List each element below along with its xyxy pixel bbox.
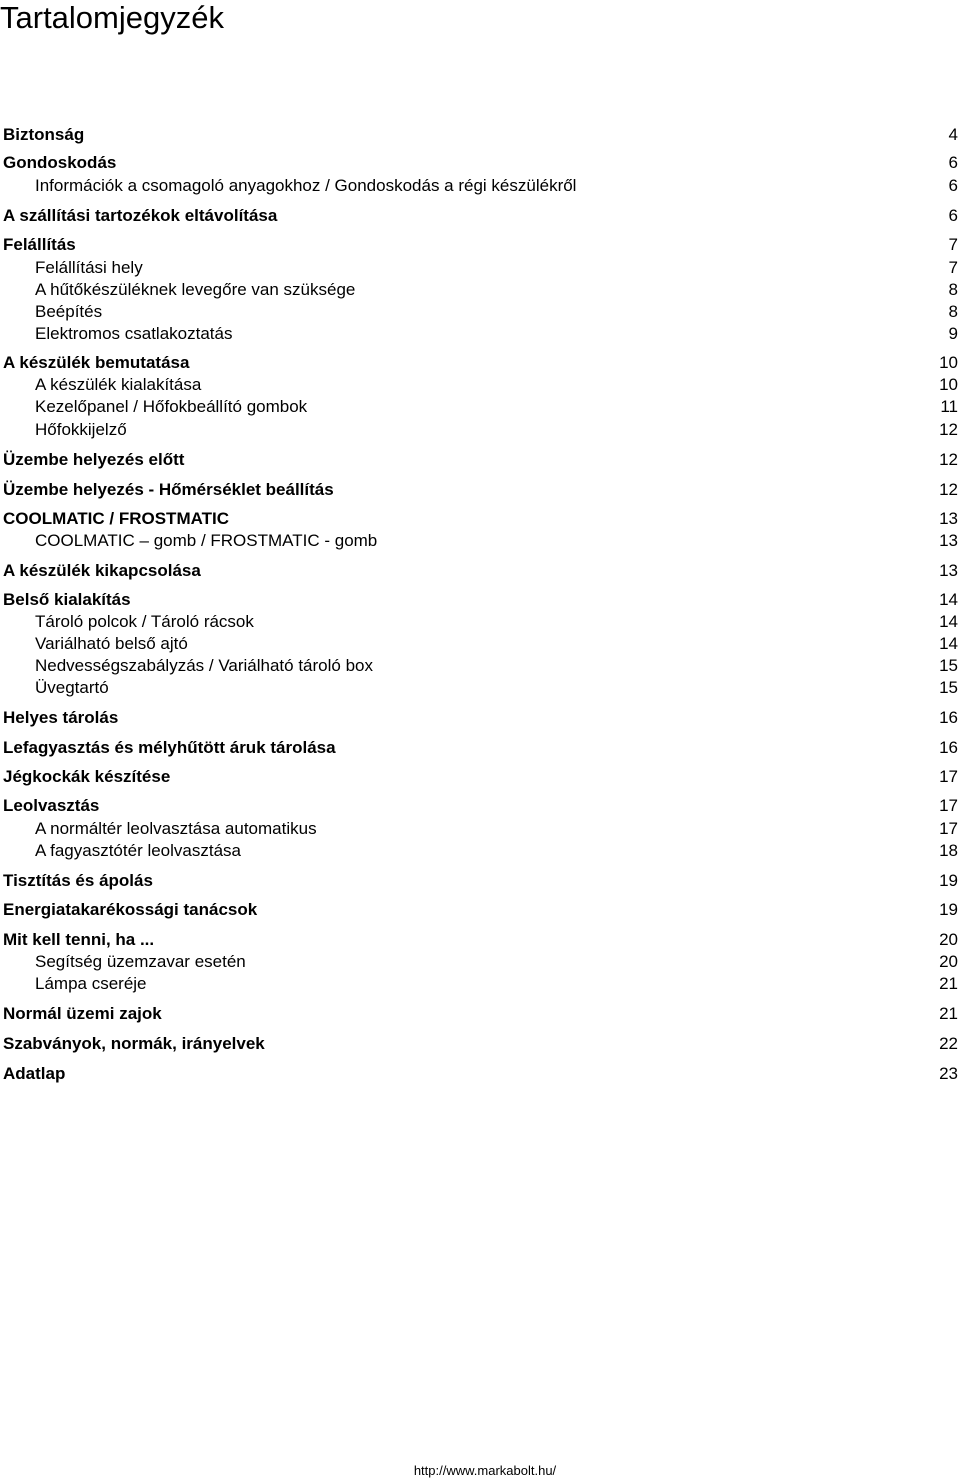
toc-subentry[interactable]	[0, 676, 960, 700]
toc-page-number: 14	[939, 612, 958, 631]
toc-page-number: 22	[939, 1034, 958, 1053]
toc-entry[interactable]	[0, 478, 960, 502]
toc-page-number: 19	[939, 900, 958, 919]
toc-page-number: 17	[939, 767, 958, 786]
toc-entry-title: A szállítási tartozékok eltávolítása	[3, 206, 278, 225]
toc-subentry[interactable]	[0, 950, 960, 974]
toc-entry-title: A fagyasztótér leolvasztása	[35, 841, 242, 860]
toc-subentry[interactable]	[0, 610, 960, 634]
toc-entry[interactable]	[0, 123, 960, 147]
toc-page-number: 14	[939, 590, 958, 609]
toc-page-number: 16	[939, 738, 958, 757]
toc-entry-title: Biztonság	[3, 125, 85, 144]
toc-entry[interactable]	[0, 1032, 960, 1056]
toc-page-number: 21	[939, 974, 958, 993]
toc-entry-title: Lefagyasztás és mélyhűtött áruk tárolása	[3, 738, 336, 757]
toc-page-number: 15	[939, 656, 958, 675]
toc-entry-title: Tároló polcok / Tároló rácsok	[35, 612, 254, 631]
toc-entry-title: COOLMATIC – gomb / FROSTMATIC - gomb	[35, 531, 378, 550]
toc-page-number: 17	[939, 796, 958, 815]
toc-page-number: 14	[939, 634, 958, 653]
toc-entry-title: Energiatakarékossági tanácsok	[3, 900, 258, 919]
toc-page-number: 6	[948, 206, 958, 225]
toc-subentry[interactable]	[0, 300, 960, 324]
toc-entry-title: A normáltér leolvasztása automatikus	[35, 819, 317, 838]
page-title: Tartalomjegyzék	[0, 0, 224, 35]
toc-page-number: 4	[948, 125, 958, 144]
toc-entry-title: Lámpa cseréje	[35, 974, 147, 993]
toc-entry[interactable]	[0, 448, 960, 472]
toc-entry-title: Kezelőpanel / Hőfokbeállító gombok	[35, 397, 308, 416]
toc-page-number: 13	[939, 531, 958, 550]
toc-subentry[interactable]	[0, 972, 960, 996]
toc-entry-title: Üvegtartó	[35, 678, 109, 697]
toc-subentry[interactable]	[0, 529, 960, 553]
toc-entry-title: A készülék bemutatása	[3, 353, 190, 372]
toc-entry-title: COOLMATIC / FROSTMATIC	[3, 509, 230, 528]
toc-entry[interactable]	[0, 204, 960, 228]
toc-entry-title: Beépítés	[35, 302, 103, 321]
toc-page-number: 17	[939, 819, 958, 838]
toc-subentry[interactable]	[0, 278, 960, 302]
toc-entry-title: Gondoskodás	[3, 153, 117, 172]
toc-page-number: 8	[948, 280, 958, 299]
toc-subentry[interactable]	[0, 322, 960, 346]
toc-entry[interactable]	[0, 351, 960, 375]
toc-page-number: 12	[939, 450, 958, 469]
toc-page-number: 9	[948, 324, 958, 343]
footer-url[interactable]: http://www.markabolt.hu/	[413, 1463, 557, 1478]
toc-page-number: 10	[939, 375, 958, 394]
toc-entry[interactable]	[0, 706, 960, 730]
toc-entry-title: Hőfokkijelző	[35, 420, 127, 439]
toc-subentry[interactable]	[0, 654, 960, 678]
toc-page-number: 15	[939, 678, 958, 697]
toc-entry-title: A készülék kialakítása	[35, 375, 202, 394]
toc-subentry[interactable]	[0, 418, 960, 442]
toc-entry[interactable]	[0, 1062, 960, 1086]
toc-page-number: 6	[948, 153, 958, 172]
toc-entry-title: Belső kialakítás	[3, 590, 131, 609]
toc-entry[interactable]	[0, 869, 960, 893]
toc-entry-title: Normál üzemi zajok	[3, 1004, 162, 1023]
toc-entry[interactable]	[0, 233, 960, 257]
toc-subentry[interactable]	[0, 839, 960, 863]
toc-entry[interactable]	[0, 765, 960, 789]
toc-page-number: 20	[939, 930, 958, 949]
toc-entry[interactable]	[0, 559, 960, 583]
toc-entry-title: A hűtőkészüléknek levegőre van szüksége	[35, 280, 356, 299]
toc-page-number: 12	[939, 420, 958, 439]
toc-page-number: 23	[939, 1064, 958, 1083]
toc-entry-title: Adatlap	[3, 1064, 66, 1083]
toc-entry-title: A készülék kikapcsolása	[3, 561, 201, 580]
toc-page-number: 13	[939, 509, 958, 528]
toc-entry-title: Tisztítás és ápolás	[3, 871, 153, 890]
toc-page-number: 11	[940, 397, 958, 416]
toc-entry-title: Leolvasztás	[3, 796, 100, 815]
toc-entry[interactable]	[0, 507, 960, 531]
toc-entry-title: Nedvességszabályzás / Variálható tároló box	[35, 656, 373, 675]
toc-entry-title: Felállítási hely	[35, 258, 143, 277]
toc-entry-title: Helyes tárolás	[3, 708, 119, 727]
toc-entry[interactable]	[0, 1002, 960, 1026]
toc-page-number: 18	[939, 841, 958, 860]
toc-page-number: 6	[948, 176, 958, 195]
toc-entry-title: Jégkockák készítése	[3, 767, 171, 786]
toc-subentry[interactable]	[0, 817, 960, 841]
toc-entry-title: Üzembe helyezés - Hőmérséklet beállítás	[3, 480, 334, 499]
toc-entry[interactable]	[0, 898, 960, 922]
toc-entry-title: Segítség üzemzavar esetén	[35, 952, 246, 971]
toc-page-number: 19	[939, 871, 958, 890]
toc-entry-title: Üzembe helyezés előtt	[3, 450, 185, 469]
toc-subentry[interactable]	[0, 174, 960, 198]
toc-entry-title: Felállítás	[3, 235, 76, 254]
toc-subentry[interactable]	[0, 395, 960, 419]
toc-entry[interactable]	[0, 736, 960, 760]
toc-page-number: 20	[939, 952, 958, 971]
toc-subentry[interactable]	[0, 256, 960, 280]
toc-entry-title: Elektromos csatlakoztatás	[35, 324, 233, 343]
toc-entry-title: Információk a csomagoló anyagokhoz / Gondoskodás a régi készülékről	[35, 176, 577, 195]
toc-page-number: 8	[948, 302, 958, 321]
toc-entry-title: Variálható belső ajtó	[35, 634, 188, 653]
toc-page-number: 7	[948, 235, 958, 254]
toc-entry[interactable]	[0, 588, 960, 612]
toc-page-number: 21	[939, 1004, 958, 1023]
toc-subentry[interactable]	[0, 632, 960, 656]
toc-entry-title: Szabványok, normák, irányelvek	[3, 1034, 265, 1053]
toc-page-number: 13	[939, 561, 958, 580]
toc-subentry[interactable]	[0, 373, 960, 397]
toc-entry[interactable]	[0, 794, 960, 818]
toc-page-number: 16	[939, 708, 958, 727]
toc-page-number: 7	[948, 258, 958, 277]
toc-entry[interactable]	[0, 151, 960, 175]
toc-page-number: 10	[939, 353, 958, 372]
toc-entry-title: Mit kell tenni, ha ...	[3, 930, 155, 949]
toc-page-number: 12	[939, 480, 958, 499]
toc-entry[interactable]	[0, 928, 960, 952]
